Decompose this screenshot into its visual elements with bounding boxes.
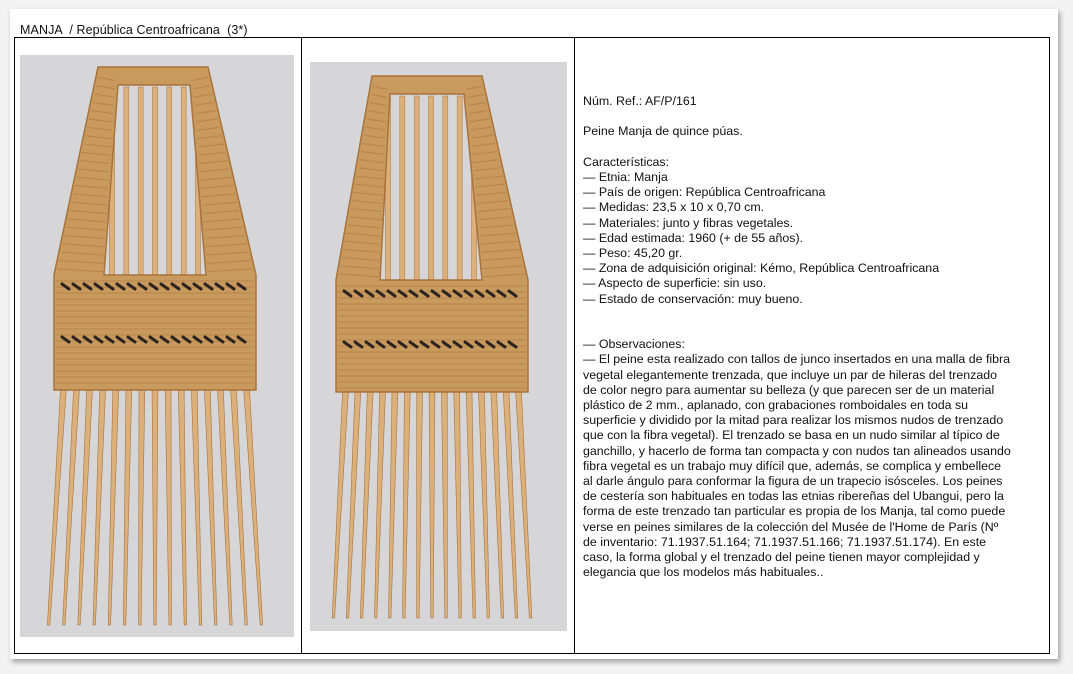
observation-line: de cestería son habituales en todas las etnias ribereñas del Ubangui, pero la (583, 489, 1004, 504)
document-page (10, 9, 1058, 659)
observation-line: ganchillo, y hacerlo de forma tan compacta y con nudos tan alineados usando (583, 443, 1011, 458)
description-text (583, 94, 1047, 580)
observation-line: de inventario: 71.1937.51.164; 71.1937.51.166; 71.1937.51.174). En este (583, 534, 987, 549)
observation-line: caso, la forma global y el trenzado del peine tienen mayor complejidad y (583, 550, 980, 565)
page-title: MANJA / República Centroafricana (3*) (20, 23, 248, 37)
observation-line: fibra vegetal es un trabajo muy difícil que, además, se complica y embellece (583, 458, 1002, 473)
observation-line: elegancia que los modelos más habituales.. (583, 565, 824, 580)
reference-number: Núm. Ref.: AF/P/161 (583, 94, 697, 108)
feature-line: — Edad estimada: 1960 (+ de 55 años). (583, 230, 804, 245)
observation-line: plástico de 2 mm., aplanado, con grabaciones romboidales en toda su (583, 398, 969, 413)
feature-line: — Estado de conservación: muy bueno. (583, 291, 803, 306)
feature-line: — Medidas: 23,5 x 10 x 0,70 cm. (583, 200, 765, 215)
comb-back-photo (310, 62, 567, 631)
feature-line: — Peso: 45,20 gr. (583, 246, 683, 260)
catalog-table (14, 37, 1050, 654)
observations-title: — Observaciones: (583, 337, 685, 352)
photo-cell-front (15, 38, 302, 653)
observation-line: superficie y dividido por la mitad para realizar los mismos nudos de trenzado (583, 413, 1004, 428)
short-description: Peine Manja de quince púas. (583, 124, 743, 139)
observation-line: que con la fibra vegetal). El trenzado se basa en un nudo similar al típico de (583, 428, 1000, 443)
observation-line: — El peine esta realizado con tallos de junco insertados en una malla de fibra (583, 352, 1011, 367)
feature-line: — Aspecto de superficie: sin uso. (583, 276, 767, 291)
comb-front-image (20, 55, 294, 637)
feature-line: — País de origen: República Centroafricana (583, 185, 826, 200)
observation-line: de color negro para aumentar su belleza (y que parecen ser de un material (583, 382, 995, 397)
observation-line: vegetal elegantemente trenzada, que incluye un par de hileras del trenzado (583, 367, 997, 382)
observation-line: verse en peines similares de la colección del Musée de l'Home de París (Nº (583, 519, 999, 534)
features-title: Características: (583, 154, 670, 169)
observation-line: forma de este trenzado tan particular es propia de los Manja, tal como puede (583, 504, 1006, 519)
photo-cell-back (301, 38, 575, 653)
feature-line: — Etnia: Manja (583, 169, 668, 184)
comb-back-image (310, 62, 567, 631)
feature-line: — Zona de adquisición original: Kémo, República Centroafricana (583, 261, 940, 276)
description-cell (575, 38, 1049, 653)
feature-line: — Materiales: junto y fibras vegetales. (583, 215, 794, 230)
comb-front-photo (20, 55, 294, 637)
observation-line: al darle ángulo para conformar la figura de un trapecio isósceles. Los peines (583, 474, 1003, 489)
